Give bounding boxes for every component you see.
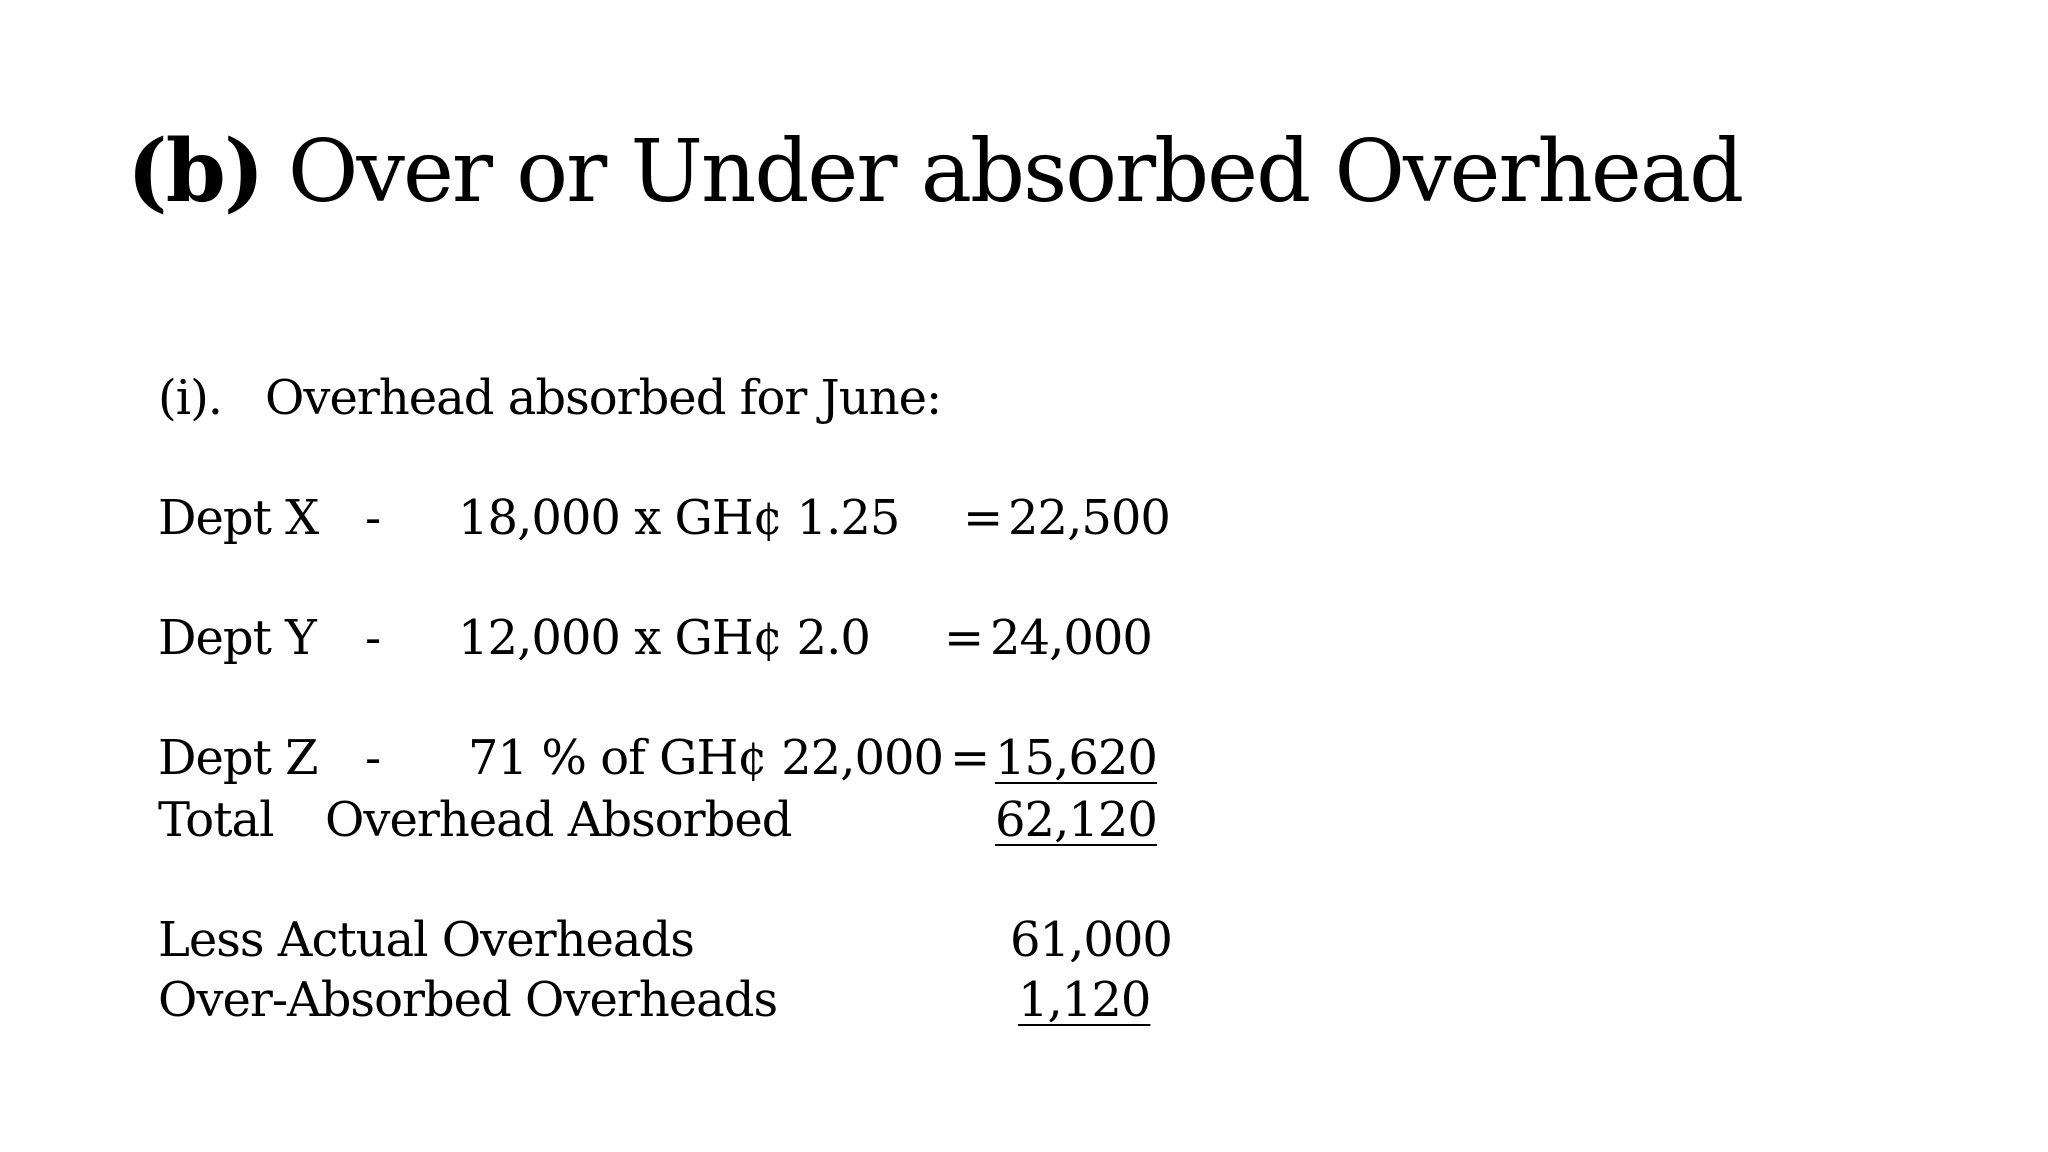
dept-x-eq: = — [963, 490, 1003, 546]
dept-y-calc: 12,000 x GH¢ 2.0 — [458, 610, 870, 666]
dept-x-label: Dept X — [158, 490, 319, 546]
dept-y-eq: = — [944, 610, 984, 666]
over-label: Over-Absorbed Overheads — [158, 972, 778, 1028]
total-value: 62,120 — [995, 792, 1157, 848]
dept-x-calc: 18,000 x GH¢ 1.25 — [458, 490, 900, 546]
dept-y-label: Dept Y — [158, 610, 316, 666]
dept-z-eq: = — [950, 730, 990, 786]
total-label-desc: Overhead Absorbed — [325, 792, 792, 848]
dept-z-label: Dept Z — [158, 730, 318, 786]
dept-z-value: 15,620 — [995, 730, 1157, 786]
page-title — [127, 122, 1742, 222]
dept-y-dash: - — [365, 610, 381, 666]
title-text: Over or Under absorbed Overhead — [287, 122, 1743, 222]
dept-y-value: 24,000 — [990, 610, 1152, 666]
dept-x-value: 22,500 — [1008, 490, 1170, 546]
actual-value: 61,000 — [1010, 912, 1172, 968]
subtitle-text: Overhead absorbed for June: — [265, 370, 942, 426]
subtitle-marker: (i). — [158, 370, 223, 426]
title-prefix: (b) — [127, 121, 263, 222]
dept-x-dash: - — [365, 490, 381, 546]
over-value: 1,120 — [1018, 972, 1151, 1028]
total-label: Total — [158, 792, 274, 848]
dept-z-dash: - — [365, 730, 381, 786]
dept-z-calc: 71 % of GH¢ 22,000 — [468, 730, 944, 786]
actual-label: Less Actual Overheads — [158, 912, 694, 968]
